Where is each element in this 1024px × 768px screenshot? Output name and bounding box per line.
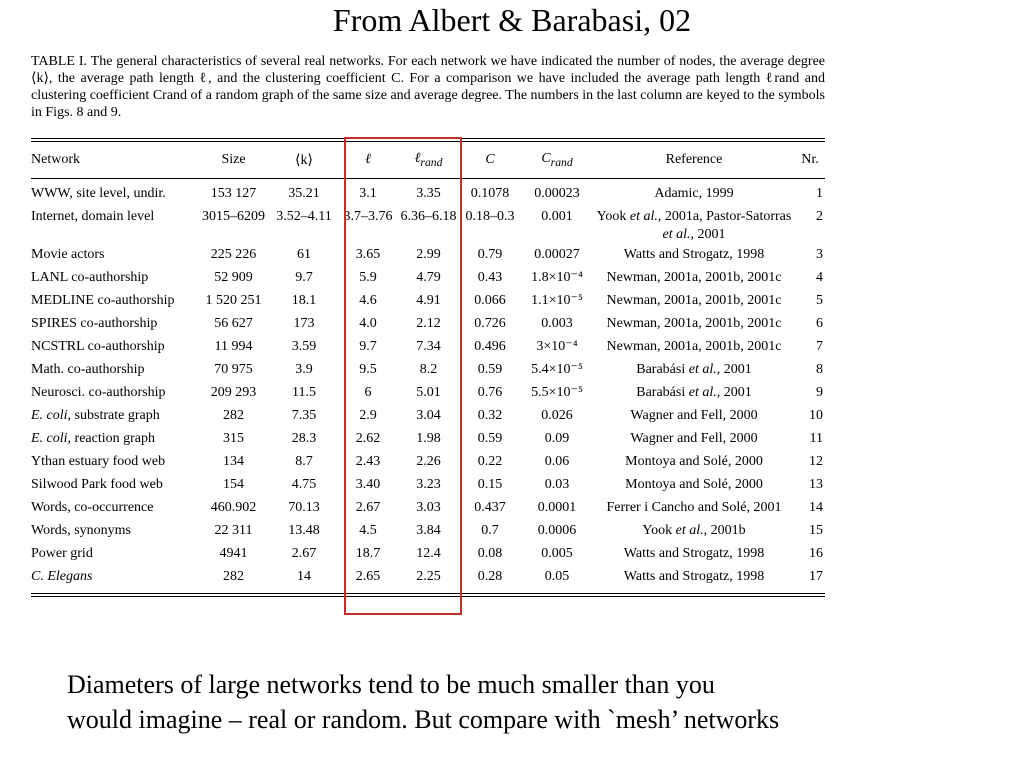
cell-network: Movie actors [31,247,105,262]
cell-l: 4.6 [359,293,377,308]
cell-size: 52 909 [214,270,253,285]
header-c: C [485,152,495,167]
cell-c: 0.59 [477,362,503,377]
cell-l-rand: 3.23 [416,477,441,492]
table-row [31,522,825,545]
cell-network [31,568,197,591]
cell-size: 3015–6209 [202,209,265,224]
caption-text: The general characteristics of several real networks. For each network we have indicated the number of nodes, the average degree ⟨k⟩, the average path length ℓ, and the clustering coefficient C. For a comparison we have included the average path length ℓrand and clustering coefficient Crand of a random graph of the same size and average degree. The numbers in the last column are keyed to the symbols in Figs. 8 and 9. [31,54,826,120]
cell-k: 3.9 [295,362,313,377]
conclusion-line-2: would imagine – real or random. But compare with `mesh’ networks [67,705,780,734]
header-c-rand [521,142,593,179]
header-nr: Nr. [801,152,819,167]
cell-nr: 16 [809,546,823,561]
cell-size: 11 994 [214,339,253,354]
slide-title: From Albert & Barabasi, 02 [332,2,692,38]
cell-nr: 9 [816,385,823,400]
cell-network: SPIRES co-authorship [31,316,158,331]
cell-k: 3.52–4.11 [276,209,332,224]
cell-l: 3.40 [355,477,381,492]
cell-l-rand: 3.04 [416,408,441,423]
conclusion-text [67,667,1022,737]
cell-k: 8.7 [295,454,313,469]
cell-l-rand: 5.01 [416,385,441,400]
cell-c: 0.496 [474,339,506,354]
cell-network: Math. co-authorship [31,362,145,377]
cell-reference: Wagner and Fell, 2000 [630,431,758,446]
cell-k: 2.67 [291,546,317,561]
cell-k: 173 [293,316,315,331]
cell-reference: Newman, 2001a, 2001b, 2001c [606,293,782,308]
cell-c: 0.76 [477,385,503,400]
cell-size: 1 520 251 [205,293,262,308]
cell-c-rand: 0.03 [544,477,570,492]
cell-l-rand: 3.03 [416,500,441,515]
table-row [31,315,825,338]
cell-l: 3.7–3.76 [343,209,393,224]
cell-size: 282 [223,408,244,423]
cell-l-rand: 1.98 [416,431,441,446]
cell-l: 2.62 [355,431,381,446]
cell-k: 13.48 [288,523,320,538]
cell-l-rand: 2.12 [416,316,441,331]
cell-l: 2.9 [359,408,377,423]
cell-c: 0.726 [474,316,506,331]
cell-nr: 17 [809,569,823,584]
cell-k: 11.5 [292,385,316,400]
table-row [31,430,825,453]
cell-c-rand: 1.8×10⁻⁴ [531,270,583,285]
cell-network: Neurosci. co-authorship [31,385,166,400]
cell-size: 315 [223,431,244,446]
table-row [31,499,825,522]
cell-l: 2.67 [355,500,381,515]
cell-l: 3.65 [355,247,381,262]
cell-l-rand: 4.79 [416,270,441,285]
cell-c-rand: 3×10⁻⁴ [536,339,578,354]
cell-network: Internet, domain level [31,209,155,224]
cell-network: WWW, site level, undir. [31,186,166,201]
cell-nr: 8 [816,362,823,377]
cell-nr: 15 [809,523,823,538]
cell-c-rand: 0.026 [541,408,573,423]
table-row [31,246,825,269]
cell-c-rand: 0.00023 [534,186,580,201]
cell-l-rand: 3.84 [416,523,441,538]
cell-c: 0.1078 [470,186,510,201]
cell-k: 14 [297,569,311,584]
table-row [31,338,825,361]
header-l-rand [398,142,459,179]
cell-c: 0.59 [477,431,503,446]
cell-k: 61 [297,247,311,262]
table-row [31,476,825,499]
table-row [31,407,825,430]
cell-size: 134 [223,454,244,469]
cell-nr: 13 [809,477,823,492]
cell-c-rand: 0.05 [544,569,570,584]
cell-size: 22 311 [214,523,253,538]
cell-reference: Yook et al., 2001a, Pastor-Satorras et al., 2001 [596,209,792,242]
cell-k: 3.59 [291,339,317,354]
cell-reference: Adamic, 1999 [654,186,734,201]
cell-reference: Newman, 2001a, 2001b, 2001c [606,316,782,331]
species-name: C. Elegans [31,569,93,584]
header-k: ⟨k⟩ [295,152,313,168]
cell-nr: 4 [816,270,823,285]
cell-c: 0.7 [481,523,499,538]
cell-nr: 6 [816,316,823,331]
cell-c: 0.43 [477,270,503,285]
cell-reference: Yook et al., 2001b [642,523,746,538]
cell-c-rand: 0.0006 [537,523,577,538]
cell-network: MEDLINE co-authorship [31,293,175,308]
cell-network: E. coli, reaction graph [31,431,156,446]
cell-nr: 2 [816,209,823,224]
header-l-rand-main: ℓ [414,151,421,167]
cell-size: 4941 [219,546,248,561]
cell-l-rand: 2.99 [416,247,441,262]
cell-nr: 11 [809,431,823,446]
cell-reference: Watts and Strogatz, 1998 [623,569,765,584]
header-c-rand-sub: rand [550,155,573,169]
cell-k: 18.1 [291,293,317,308]
table-row [31,361,825,384]
cell-c: 0.08 [477,546,503,561]
cell-network: Words, synonyms [31,523,131,538]
cell-c-rand: 0.00027 [534,247,580,262]
cell-c-rand: 0.003 [541,316,573,331]
species-name: E. coli [31,431,68,446]
cell-size: 225 226 [210,247,257,262]
cell-l: 2.43 [355,454,381,469]
species-name: E. coli [31,408,68,423]
cell-network: LANL co-authorship [31,270,149,285]
cell-size: 153 127 [210,186,257,201]
cell-k: 7.35 [291,408,317,423]
table-header [31,142,825,179]
cell-reference: Ferrer i Cancho and Solé, 2001 [606,500,782,515]
conclusion-line-1: Diameters of large networks tend to be much smaller than you [67,670,715,699]
cell-reference: Montoya and Solé, 2000 [625,454,763,469]
cell-nr: 1 [816,186,823,201]
header-l-rand-sub: rand [420,155,443,169]
cell-nr: 3 [816,247,823,262]
cell-l: 9.7 [359,339,377,354]
cell-l: 18.7 [355,546,381,561]
cell-l: 5.9 [359,270,377,285]
cell-c-rand: 0.09 [544,431,570,446]
cell-l-rand: 2.25 [416,569,441,584]
cell-size: 154 [223,477,244,492]
cell-reference: Barabási et al., 2001 [636,362,752,377]
cell-l: 3.1 [359,186,377,201]
cell-c: 0.79 [477,247,503,262]
cell-network: Silwood Park food web [31,477,163,492]
header-c-rand-main: C [541,151,551,167]
cell-l: 4.5 [359,523,377,538]
table-body [31,179,825,592]
cell-reference: Newman, 2001a, 2001b, 2001c [606,339,782,354]
cell-c: 0.15 [477,477,503,492]
cell-network: NCSTRL co-authorship [31,339,165,354]
cell-l: 4.0 [359,316,377,331]
cell-l: 2.65 [355,569,381,584]
table-row [31,292,825,315]
cell-c-rand: 5.4×10⁻⁵ [531,362,583,377]
cell-nr: 5 [816,293,823,308]
cell-reference: Barabási et al., 2001 [636,385,752,400]
cell-c-rand: 0.005 [541,546,573,561]
cell-c-rand: 0.001 [541,209,573,224]
cell-reference: Watts and Strogatz, 1998 [623,546,765,561]
cell-l-rand: 6.36–6.18 [400,209,457,224]
table-row [31,208,825,246]
cell-c: 0.437 [474,500,506,515]
caption-lead: TABLE I. [31,54,88,69]
cell-nr: 7 [816,339,823,354]
cell-size: 209 293 [210,385,257,400]
cell-l-rand: 7.34 [416,339,441,354]
network-table [31,142,825,591]
cell-size: 282 [223,569,244,584]
cell-c-rand: 0.0001 [537,500,577,515]
header-network: Network [31,152,80,167]
cell-network: Words, co-occurrence [31,500,154,515]
cell-c: 0.066 [474,293,506,308]
cell-k: 4.75 [291,477,317,492]
cell-l-rand: 2.26 [416,454,441,469]
table-row [31,568,825,591]
network-table-container [31,138,825,597]
cell-l: 6 [364,385,372,400]
table-row [31,269,825,292]
cell-nr: 12 [809,454,823,469]
cell-c-rand: 5.5×10⁻⁵ [531,385,583,400]
cell-network: Power grid [31,546,93,561]
cell-c-rand: 0.06 [544,454,570,469]
cell-k: 9.7 [295,270,313,285]
cell-k: 35.21 [288,186,320,201]
cell-l-rand: 12.4 [416,546,441,561]
cell-nr: 14 [809,500,823,515]
cell-network: Ythan estuary food web [31,454,166,469]
cell-k: 70.13 [288,500,320,515]
cell-nr: 10 [809,408,823,423]
cell-network: E. coli, substrate graph [31,408,160,423]
cell-l: 9.5 [359,362,377,377]
cell-c: 0.28 [477,569,503,584]
cell-size: 70 975 [214,362,253,377]
cell-c-rand: 1.1×10⁻⁵ [531,293,583,308]
header-l: ℓ [365,152,371,167]
cell-c: 0.18–0.3 [465,209,515,224]
table-row [31,185,825,208]
cell-size: 56 627 [214,316,253,331]
cell-c: 0.32 [477,408,503,423]
cell-k: 28.3 [291,431,317,446]
table-row [31,453,825,476]
table-row [31,384,825,407]
cell-l-rand: 4.91 [416,293,441,308]
header-reference: Reference [665,152,723,167]
cell-c: 0.22 [477,454,503,469]
cell-l-rand: 8.2 [419,362,438,377]
table-bottom-rule [31,593,825,597]
header-size: Size [221,152,246,167]
cell-size: 460.902 [210,500,257,515]
cell-reference: Watts and Strogatz, 1998 [623,247,765,262]
cell-l-rand: 3.35 [416,186,441,201]
table-caption [31,53,825,121]
cell-reference: Newman, 2001a, 2001b, 2001c [606,270,782,285]
table-row [31,545,825,568]
cell-reference: Montoya and Solé, 2000 [625,477,763,492]
table-header-row [31,142,825,179]
cell-reference: Wagner and Fell, 2000 [630,408,758,423]
